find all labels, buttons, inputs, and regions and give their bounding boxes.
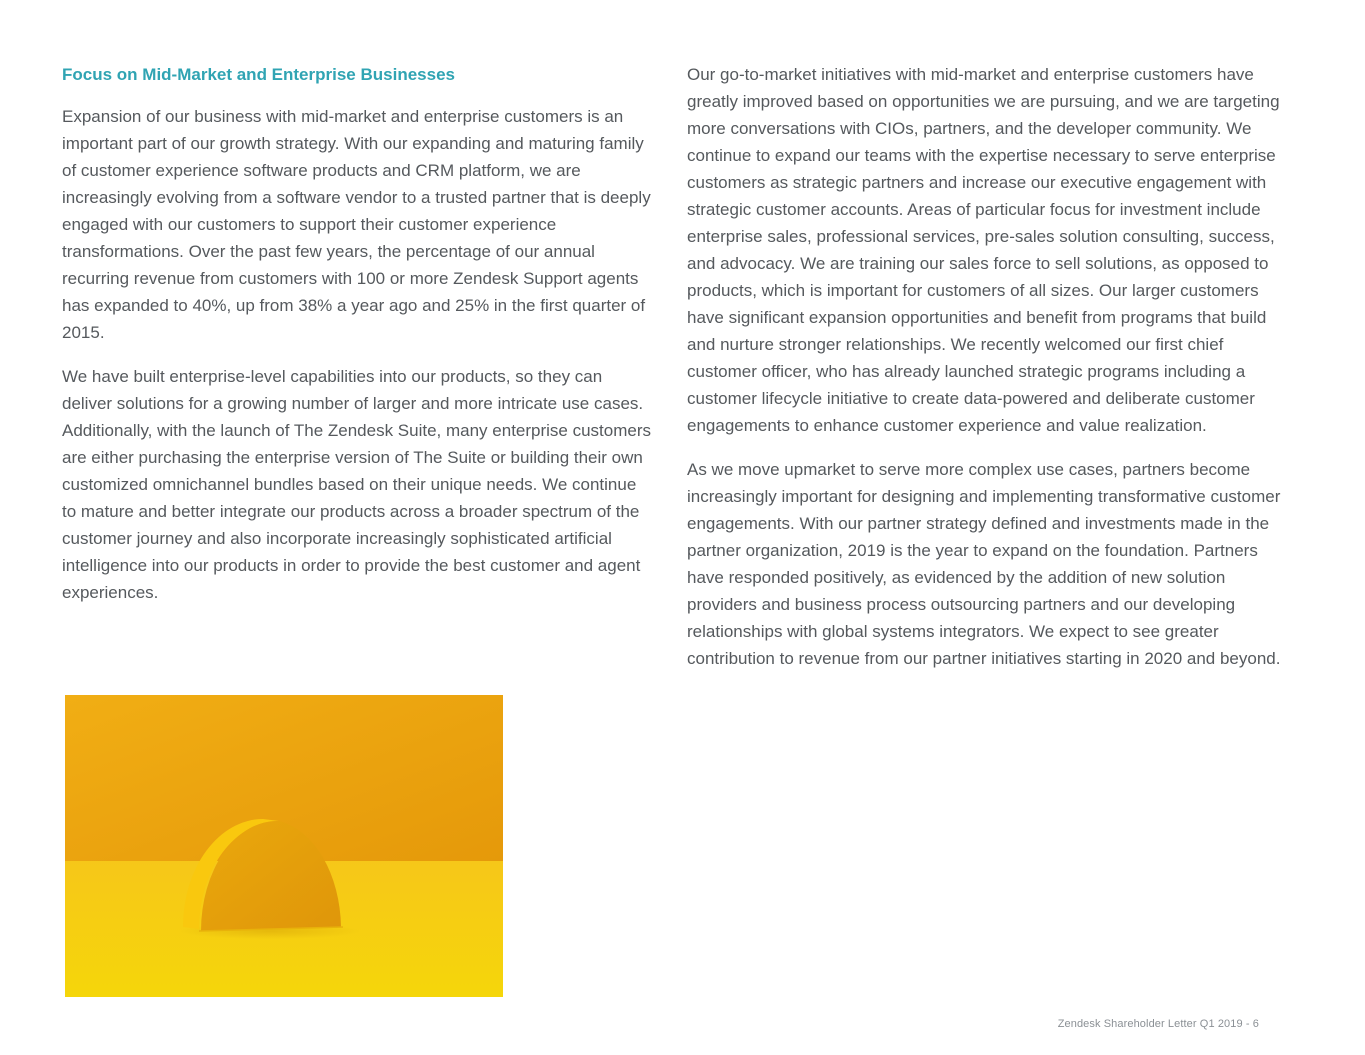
paragraph-go-to-market: Our go-to-market initiatives with mid-market and enterprise customers have greatly improved based on opportunities we are pursuing, and we are targeting more conversations with CIOs, partners, and the developer community. We continue to expand our teams with the expertise necessary to serve enterprise customers as strategic partners and increase our executive engagement with strategic customer accounts. Areas of particular focus for investment include enterprise sales, professional services, pre-sales solution consulting, success, and advocacy. We are training our sales force to sell solutions, as opposed to products, which is important for customers of all sizes. Our larger customers have significant expansion opportunities and benefit from programs that build and nurture stronger relationships. We recently welcomed our first chief customer officer, who has already launched strategic programs including a customer lifecycle initiative to create data-powered and deliberate customer engagements to enhance customer experience and value realization.: [687, 65, 1280, 435]
paragraph-enterprise-expansion: Expansion of our business with mid-market and enterprise customers is an important part of our growth strategy. With our expanding and maturing family of customer experience software products and CRM platform, we are increasingly evolving from a software vendor to a trusted partner that is deeply engaged with our customers to support their customer experience transformations. Over the past few years, the percentage of our annual recurring revenue from customers with 100 or more Zendesk Support agents has expanded to 40%, up from 38% a year ago and 25% in the first quarter of 2015.: [62, 107, 651, 342]
half-circle-sculpture-image: [65, 695, 503, 997]
page-footer: Zendesk Shareholder Letter Q1 2019 - 6: [1057, 1018, 1259, 1030]
paragraph-partners: As we move upmarket to serve more complex use cases, partners become increasingly important for designing and implementing transformative customer engagements. With our partner strategy defined and investments made in the partner organization, 2019 is the year to expand on the foundation. Partners have responded positively, as evidenced by the addition of new solution providers and business process outsourcing partners and our developing relationships with global systems integrators. We expect to see greater contribution to revenue from our partner initiatives starting in 2020 and beyond.: [687, 460, 1281, 668]
left-column: [62, 61, 654, 623]
paragraph-enterprise-capabilities: We have built enterprise-level capabilities into our products, so they can deliver solutions for a growing number of larger and more intricate use cases. Additionally, with the launch of The Zendesk Suite, many enterprise customers are either purchasing the enterprise version of The Suite or building their own customized omnichannel bundles based on their unique needs. We continue to mature and better integrate our products across a broader spectrum of the customer journey and also incorporate increasingly sophisticated artificial intelligence into our products in order to provide the best customer and agent experiences.: [62, 367, 652, 602]
right-column: [687, 61, 1287, 689]
section-heading: Focus on Mid-Market and Enterprise Businesses: [62, 65, 455, 84]
